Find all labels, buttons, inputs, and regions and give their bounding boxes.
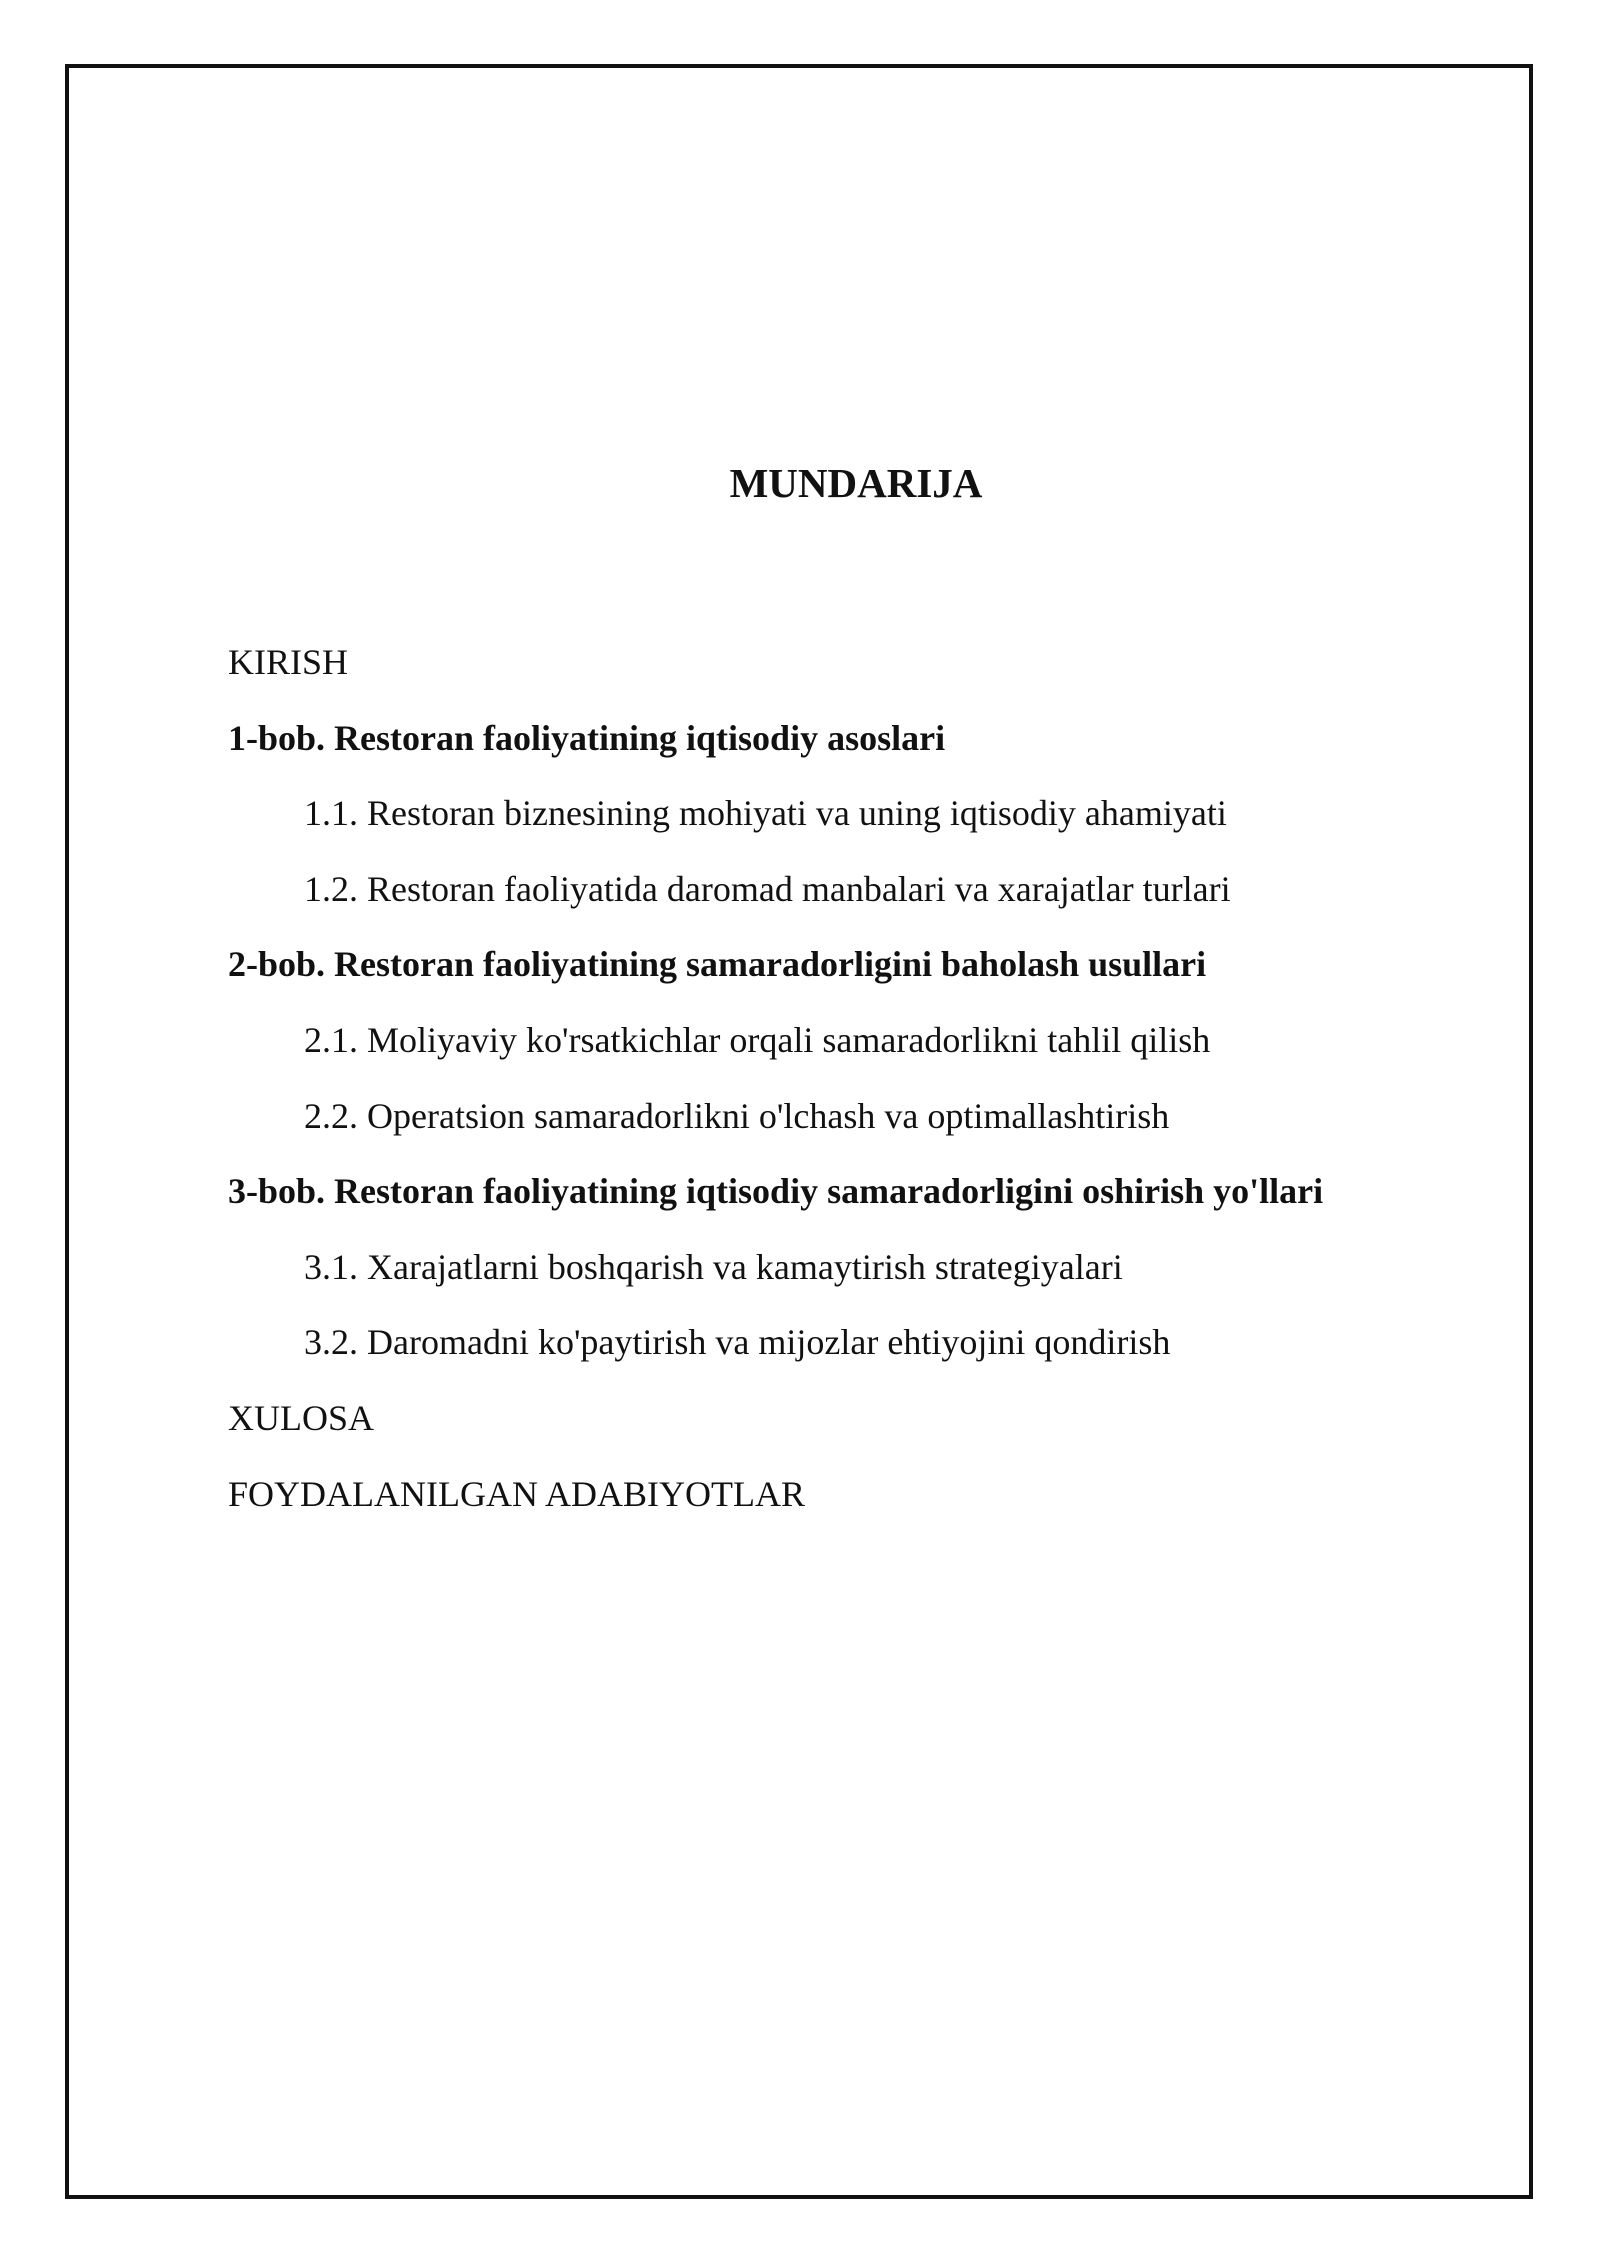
table-of-contents: [228, 640, 1498, 1547]
toc-section-2-2: 2.2. Operatsion samaradorlikni o'lchash va optimallashtirish: [304, 1095, 1170, 1136]
toc-chapter-3: 3-bob. Restoran faoliyatining iqtisodiy samaradorligini oshirish yo'llari: [228, 1171, 1324, 1212]
toc-entry-conclusion: XULOSA: [228, 1397, 375, 1438]
toc-section-1-2: 1.2. Restoran faoliyatida daromad manbalari va xarajatlar turlari: [304, 868, 1231, 909]
toc-entry-intro: KIRISH: [228, 642, 349, 682]
page-title: MUNDARIJA: [729, 460, 983, 506]
toc-section-1-1: 1.1. Restoran biznesining mohiyati va uning iqtisodiy ahamiyati: [304, 793, 1227, 834]
toc-section-3-2: 3.2. Daromadni ko'paytirish va mijozlar ehtiyojini qondirish: [304, 1322, 1171, 1363]
toc-section-3-1: 3.1. Xarajatlarni boshqarish va kamaytirish strategiyalari: [304, 1246, 1123, 1287]
toc-chapter-1: 1-bob. Restoran faoliyatining iqtisodiy asoslari: [228, 717, 946, 758]
toc-section-2-1: 2.1. Moliyaviy ko'rsatkichlar orqali samaradorlikni tahlil qilish: [304, 1019, 1211, 1060]
toc-chapter-2: 2-bob. Restoran faoliyatining samaradorligini baholash usullari: [228, 944, 1207, 985]
toc-entry-references: FOYDALANILGAN ADABIYOTLAR: [228, 1473, 805, 1514]
